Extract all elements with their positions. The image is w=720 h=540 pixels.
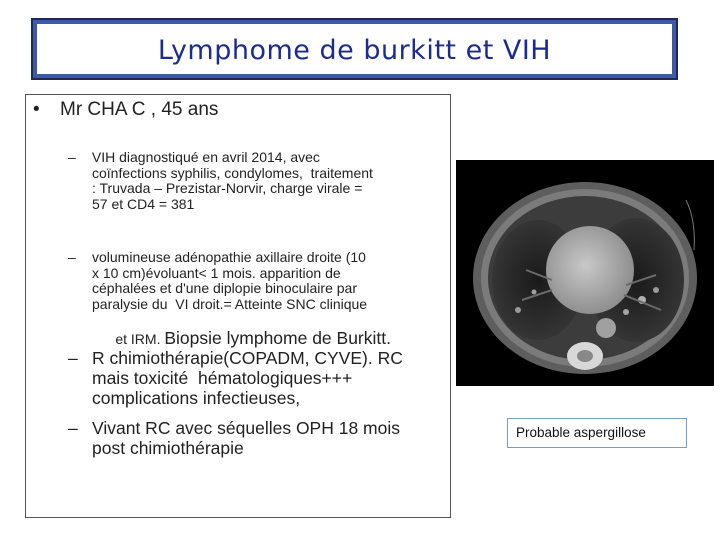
list-dash: –: [68, 348, 78, 368]
item-line: complications infectieuses,: [92, 388, 301, 408]
item-line: VIH diagnostiqué en avril 2014, avec: [88, 149, 320, 165]
item-line: paralysie du VI droit.= Atteinte SNC clinique: [92, 295, 368, 312]
item-line: 57 et CD4 = 381: [92, 195, 195, 212]
list-dash: –: [68, 249, 76, 265]
list-dash: –: [68, 149, 76, 165]
patient-identity: Mr CHA C , 45 ans: [60, 99, 219, 120]
item-line: post chimiothérapie: [92, 438, 244, 458]
slide-title: Lymphome de burkitt et VIH: [157, 35, 552, 66]
item-text: [88, 149, 452, 212]
item-line: : Truvada – Prezistar-Norvir, charge virale =: [92, 180, 363, 196]
biopsy-result: Biopsie lymphome de Burkitt.: [164, 327, 391, 348]
bullet-dot: •: [33, 99, 40, 120]
ct-scan-image: [456, 160, 714, 386]
item-text: [92, 250, 452, 363]
patient-bullet: [33, 99, 218, 121]
ct-scan-drawing: [456, 160, 714, 386]
item-line: x 10 cm)évoluant< 1 mois. apparition de: [92, 264, 341, 281]
item-line: R chimiothérapie(COPADM, CYVE). RC: [92, 348, 403, 368]
item-line: Vivant RC avec séquelles OPH 18 mois: [92, 418, 401, 438]
item-line: volumineuse adénopathie axillaire droite (10: [92, 249, 366, 265]
item-line: et IRM.: [115, 330, 165, 347]
list-dash: –: [68, 418, 78, 438]
item-text: [92, 348, 452, 408]
item-line: céphalées et d'une diplopie binoculaire par: [92, 280, 357, 296]
item-line: mais toxicité hématologiques+++: [92, 368, 353, 388]
item-text: [92, 418, 452, 458]
image-caption: Probable aspergillose: [507, 418, 687, 448]
item-line: coïnfections syphilis, condylomes, traitement: [92, 164, 373, 181]
